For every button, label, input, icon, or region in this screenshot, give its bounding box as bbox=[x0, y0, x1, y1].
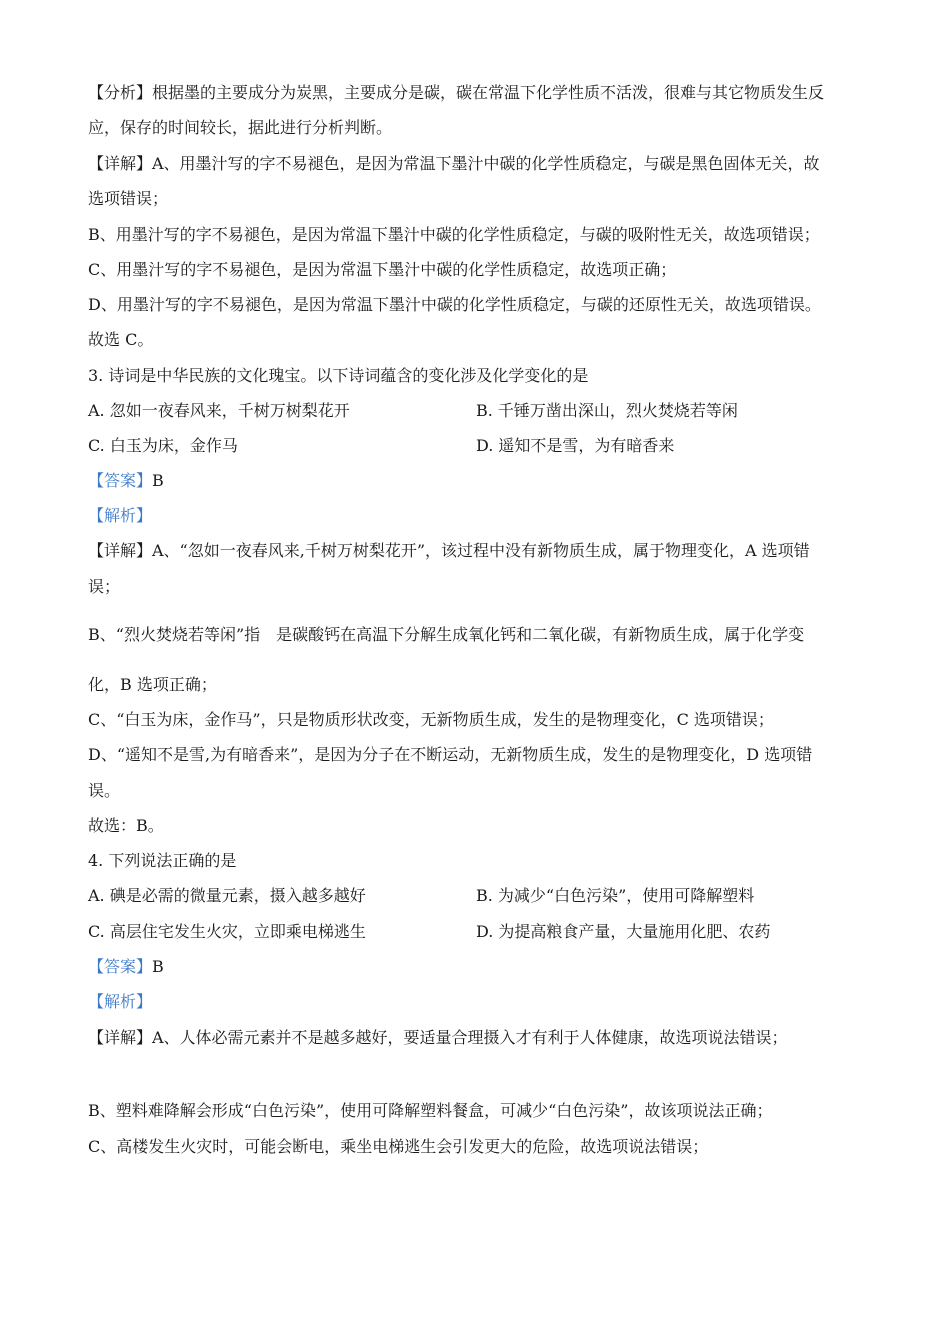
question-4-option-c: C. 高层住宅发生火灾，立即乘电梯逃生 bbox=[88, 922, 366, 941]
question-3-detail-c: C、“白玉为床，金作马”，只是物质形状改变，无新物质生成，发生的是物理变化，C 选项错误； bbox=[88, 710, 774, 729]
detail-paragraph-b: B、用墨汁写的字不易褪色，是因为常温下墨汁中碳的化学性质稳定，与碳的吸附性无关，故选项错误； bbox=[88, 225, 820, 244]
answer-label: 【答案】 bbox=[88, 957, 153, 976]
question-3-option-b: B. 千锤万凿出深山，烈火焚烧若等闲 bbox=[476, 401, 738, 420]
question-4-detail-b: B、塑料难降解会形成“白色污染”，使用可降解塑料餐盒，可减少“白色污染”，故该项说法正确； bbox=[88, 1101, 773, 1120]
question-3-option-c: C. 白玉为床，金作马 bbox=[88, 436, 238, 455]
question-4-option-a: A. 碘是必需的微量元素，摄入越多越好 bbox=[88, 886, 366, 905]
analysis-paragraph: 【分析】根据墨的主要成分为炭黑，主要成分是碳，碳在常温下化学性质不活泼，很难与其它物质发生反 bbox=[88, 83, 825, 102]
detail-paragraph-a: 【详解】A、用墨汁写的字不易褪色，是因为常温下墨汁中碳的化学性质稳定，与碳是黑色固体无关，故 bbox=[88, 154, 820, 173]
question-3-option-d: D. 遥知不是雪，为有暗香来 bbox=[476, 436, 675, 455]
question-3-analysis-label: 【解析】 bbox=[88, 506, 153, 525]
question-3-detail-d: D、“遥知不是雪,为有暗香来”，是因为分子在不断运动，无新物质生成，发生的是物理变化，D 选项错 bbox=[88, 745, 813, 764]
question-4-stem: 4. 下列说法正确的是 bbox=[88, 851, 237, 870]
question-3-answer bbox=[88, 470, 868, 492]
question-4-option-b: B. 为减少“白色污染”，使用可降解塑料 bbox=[476, 886, 755, 905]
answer-value: B bbox=[152, 471, 164, 490]
question-3-detail-d-cont: 误。 bbox=[88, 781, 121, 800]
question-3-detail-a: 【详解】A、“忽如一夜春风来,千树万树梨花开”，该过程中没有新物质生成，属于物理变化，A 选项错 bbox=[88, 541, 810, 560]
question-4-answer bbox=[88, 956, 868, 978]
question-3-stem: 3. 诗词是中华民族的文化瑰宝。以下诗词蕴含的变化涉及化学变化的是 bbox=[88, 366, 589, 385]
question-3-detail-a-cont: 误； bbox=[88, 577, 121, 596]
answer-label: 【答案】 bbox=[88, 471, 153, 490]
question-4-detail-a: 【详解】A、人体必需元素并不是越多越好，要适量合理摄入才有利于人体健康，故选项说法错误； bbox=[88, 1028, 788, 1047]
conclusion: 故选 C。 bbox=[88, 330, 154, 349]
question-3-option-a: A. 忽如一夜春风来，千树万树梨花开 bbox=[88, 401, 350, 420]
detail-paragraph-d: D、用墨汁写的字不易褪色，是因为常温下墨汁中碳的化学性质稳定，与碳的还原性无关，故选项错误。 bbox=[88, 295, 821, 314]
answer-value: B bbox=[152, 957, 164, 976]
question-4-detail-c: C、高楼发生火灾时，可能会断电，乘坐电梯逃生会引发更大的危险，故选项说法错误； bbox=[88, 1137, 709, 1156]
question-4-analysis-label: 【解析】 bbox=[88, 992, 153, 1011]
detail-paragraph-c: C、用墨汁写的字不易褪色，是因为常温下墨汁中碳的化学性质稳定，故选项正确； bbox=[88, 260, 677, 279]
question-4-option-d: D. 为提高粮食产量，大量施用化肥、农药 bbox=[476, 922, 771, 941]
detail-paragraph-a-cont: 选项错误； bbox=[88, 189, 169, 208]
analysis-paragraph-cont: 应，保存的时间较长，据此进行分析判断。 bbox=[88, 118, 393, 137]
question-3-conclusion: 故选：B。 bbox=[88, 816, 164, 835]
question-3-detail-b: B、“烈火焚烧若等闲”指 是碳酸钙在高温下分解生成氧化钙和二氧化碳，有新物质生成，属于化学变 bbox=[88, 625, 805, 644]
question-3-detail-b-cont: 化，B 选项正确； bbox=[88, 675, 217, 694]
